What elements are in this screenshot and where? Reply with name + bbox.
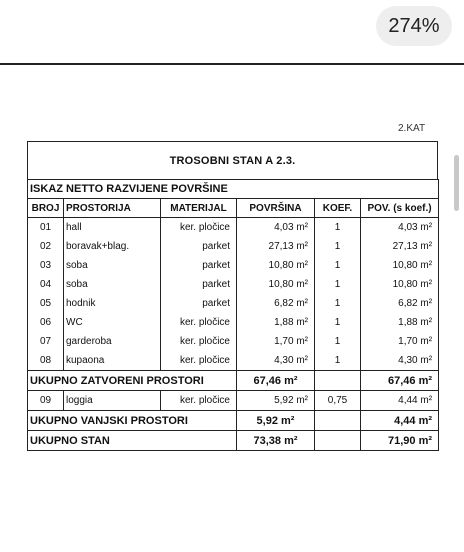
row-number: 08 (28, 351, 64, 371)
row-room: hall (64, 218, 161, 238)
table-row (28, 256, 439, 275)
header-materijal: MATERIJAL (161, 199, 237, 218)
row-koef: 1 (315, 351, 361, 371)
empty-cell (315, 431, 361, 451)
row-number: 09 (28, 391, 64, 411)
row-material: parket (161, 256, 237, 275)
header-row (28, 199, 439, 218)
row-number: 04 (28, 275, 64, 294)
open-total-label: UKUPNO VANJSKI PROSTORI (28, 411, 237, 431)
divider (0, 63, 464, 65)
header-pov-koef: POV. (s koef.) (361, 199, 439, 218)
grand-total-area-k: 71,90 m² (361, 431, 439, 451)
row-koef: 1 (315, 237, 361, 256)
row-material: parket (161, 294, 237, 313)
table-row (28, 391, 439, 411)
row-area-k: 1,70 m² (361, 332, 439, 351)
row-room: soba (64, 275, 161, 294)
closed-total-area: 67,46 m² (237, 371, 315, 391)
row-material: ker. pločice (161, 391, 237, 411)
row-koef: 1 (315, 218, 361, 238)
row-area-k: 10,80 m² (361, 256, 439, 275)
closed-total-row (28, 371, 439, 391)
row-room: loggia (64, 391, 161, 411)
grand-total-label: UKUPNO STAN (28, 431, 237, 451)
row-number: 06 (28, 313, 64, 332)
section-title-row (28, 180, 439, 199)
row-area-k: 4,03 m² (361, 218, 439, 238)
row-area: 1,70 m² (237, 332, 315, 351)
row-number: 02 (28, 237, 64, 256)
empty-cell (315, 371, 361, 391)
row-number: 07 (28, 332, 64, 351)
row-area-k: 4,44 m² (361, 391, 439, 411)
empty-cell (315, 411, 361, 431)
row-area: 27,13 m² (237, 237, 315, 256)
zoom-level-badge: 274% (376, 6, 452, 46)
scrollbar[interactable] (454, 155, 459, 211)
row-area-k: 6,82 m² (361, 294, 439, 313)
row-koef: 1 (315, 275, 361, 294)
table-row (28, 237, 439, 256)
header-broj: BROJ (28, 199, 64, 218)
closed-total-label: UKUPNO ZATVORENI PROSTORI (28, 371, 237, 391)
section-title: ISKAZ NETTO RAZVIJENE POVRŠINE (28, 180, 439, 199)
row-area: 5,92 m² (237, 391, 315, 411)
row-room: hodnik (64, 294, 161, 313)
row-koef: 1 (315, 294, 361, 313)
table-row (28, 275, 439, 294)
row-koef: 1 (315, 313, 361, 332)
row-area-k: 27,13 m² (361, 237, 439, 256)
row-material: ker. pločice (161, 218, 237, 238)
apartment-title: TROSOBNI STAN A 2.3. (27, 141, 438, 179)
area-table (27, 179, 439, 451)
row-material: parket (161, 237, 237, 256)
grand-total-row (28, 431, 439, 451)
row-koef: 1 (315, 256, 361, 275)
area-table-sheet (27, 141, 438, 451)
row-koef: 0,75 (315, 391, 361, 411)
table-row (28, 294, 439, 313)
row-area-k: 10,80 m² (361, 275, 439, 294)
table-row (28, 351, 439, 371)
grand-total-area: 73,38 m² (237, 431, 315, 451)
row-material: parket (161, 275, 237, 294)
row-number: 03 (28, 256, 64, 275)
open-total-area: 5,92 m² (237, 411, 315, 431)
row-material: ker. pločice (161, 351, 237, 371)
row-area: 4,03 m² (237, 218, 315, 238)
row-room: WC (64, 313, 161, 332)
row-area-k: 4,30 m² (361, 351, 439, 371)
row-material: ker. pločice (161, 332, 237, 351)
row-room: kupaona (64, 351, 161, 371)
table-row (28, 313, 439, 332)
row-number: 01 (28, 218, 64, 238)
row-room: boravak+blag. (64, 237, 161, 256)
row-number: 05 (28, 294, 64, 313)
row-material: ker. pločice (161, 313, 237, 332)
row-area: 10,80 m² (237, 275, 315, 294)
open-total-row (28, 411, 439, 431)
header-povrsina: POVRŠINA (237, 199, 315, 218)
row-area-k: 1,88 m² (361, 313, 439, 332)
row-area: 1,88 m² (237, 313, 315, 332)
row-area: 10,80 m² (237, 256, 315, 275)
table-row (28, 332, 439, 351)
floor-label: 2.KAT (398, 123, 426, 134)
row-koef: 1 (315, 332, 361, 351)
table-row (28, 218, 439, 238)
row-room: soba (64, 256, 161, 275)
closed-total-area-k: 67,46 m² (361, 371, 439, 391)
row-room: garderoba (64, 332, 161, 351)
header-koef: KOEF. (315, 199, 361, 218)
row-area: 6,82 m² (237, 294, 315, 313)
open-total-area-k: 4,44 m² (361, 411, 439, 431)
row-area: 4,30 m² (237, 351, 315, 371)
header-prostorija: PROSTORIJA (64, 199, 161, 218)
